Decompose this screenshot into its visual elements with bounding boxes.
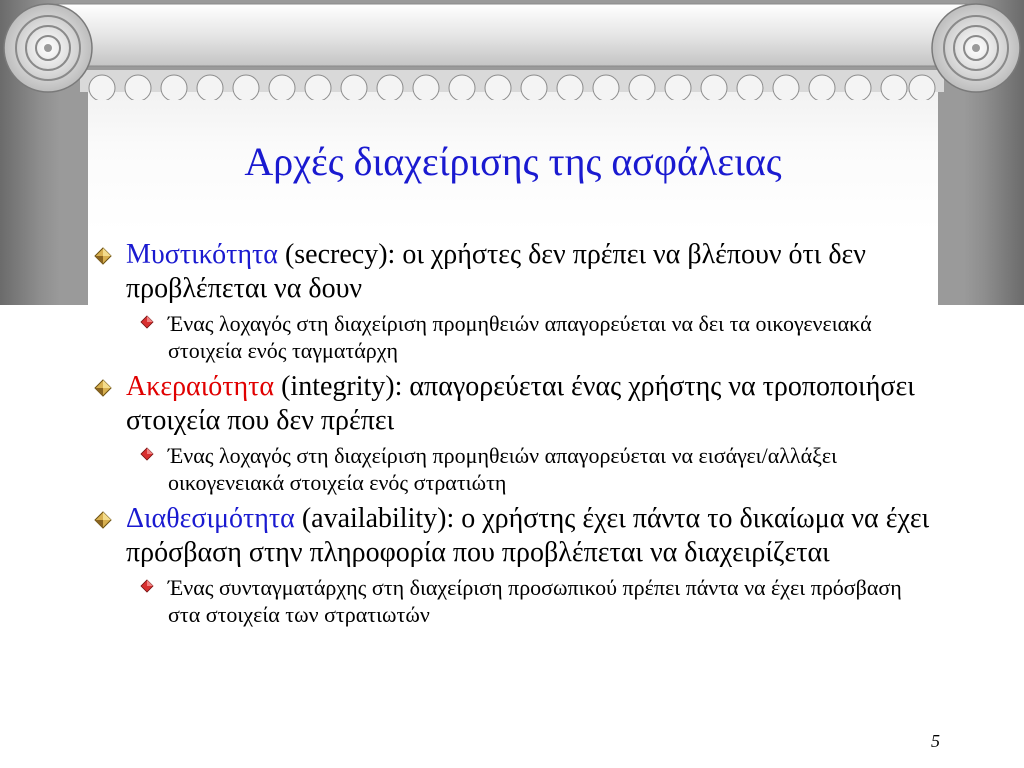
sub-bullet-diamond-icon — [140, 447, 154, 461]
term-availability: Διαθεσιμότητα — [126, 503, 295, 534]
bullet-list — [88, 238, 938, 634]
term-secrecy: Μυστικότητα — [126, 239, 278, 270]
column-capital-decoration — [0, 0, 1024, 100]
item-text: (integrity): απαγορεύεται ένας χρήστης να τροποποιήσει στοιχεία που δεν πρέπει — [126, 371, 915, 436]
page-number: 5 — [931, 731, 940, 751]
term-integrity: Ακεραιότητα — [126, 371, 275, 402]
item-text: (secrecy): οι χρήστες δεν πρέπει να βλέπουν ότι δεν προβλέπεται να δουν — [126, 239, 866, 304]
bullet-item-secrecy — [88, 238, 938, 306]
bullet-diamond-icon — [94, 379, 112, 397]
item-text: (availability): ο χρήστης έχει πάντα το δικαίωμα να έχει πρόσβαση στην πληροφορία που προβλέπεται να διαχειρίζεται — [126, 503, 930, 568]
slide-title: Αρχές διαχείρισης της ασφάλειας — [244, 139, 782, 184]
sub-bullet-availability — [88, 574, 938, 628]
sub-bullet-diamond-icon — [140, 315, 154, 329]
bullet-diamond-icon — [94, 247, 112, 265]
sub-bullet-integrity — [88, 442, 938, 496]
sub-bullet-text: Ένας λοχαγός στη διαχείριση προμηθειών απαγορεύεται να δει τα οικογενειακά στοιχεία ενός ταγματάρχη — [168, 311, 872, 363]
sub-bullet-diamond-icon — [140, 579, 154, 593]
sub-bullet-text: Ένας συνταγματάρχης στη διαχείριση προσωπικού πρέπει πάντα να έχει πρόσβαση στα στοιχεία των στρατιωτών — [168, 575, 902, 627]
right-volute-icon — [932, 4, 1020, 92]
bullet-item-integrity — [88, 370, 938, 438]
bullet-diamond-icon — [94, 511, 112, 529]
bullet-item-availability — [88, 502, 938, 570]
sub-bullet-secrecy — [88, 310, 938, 364]
sub-bullet-text: Ένας λοχαγός στη διαχείριση προμηθειών απαγορεύεται να εισάγει/αλλάξει οικογενειακά στοιχεία ενός στρατιώτη — [168, 443, 838, 495]
left-volute-icon — [4, 4, 92, 92]
